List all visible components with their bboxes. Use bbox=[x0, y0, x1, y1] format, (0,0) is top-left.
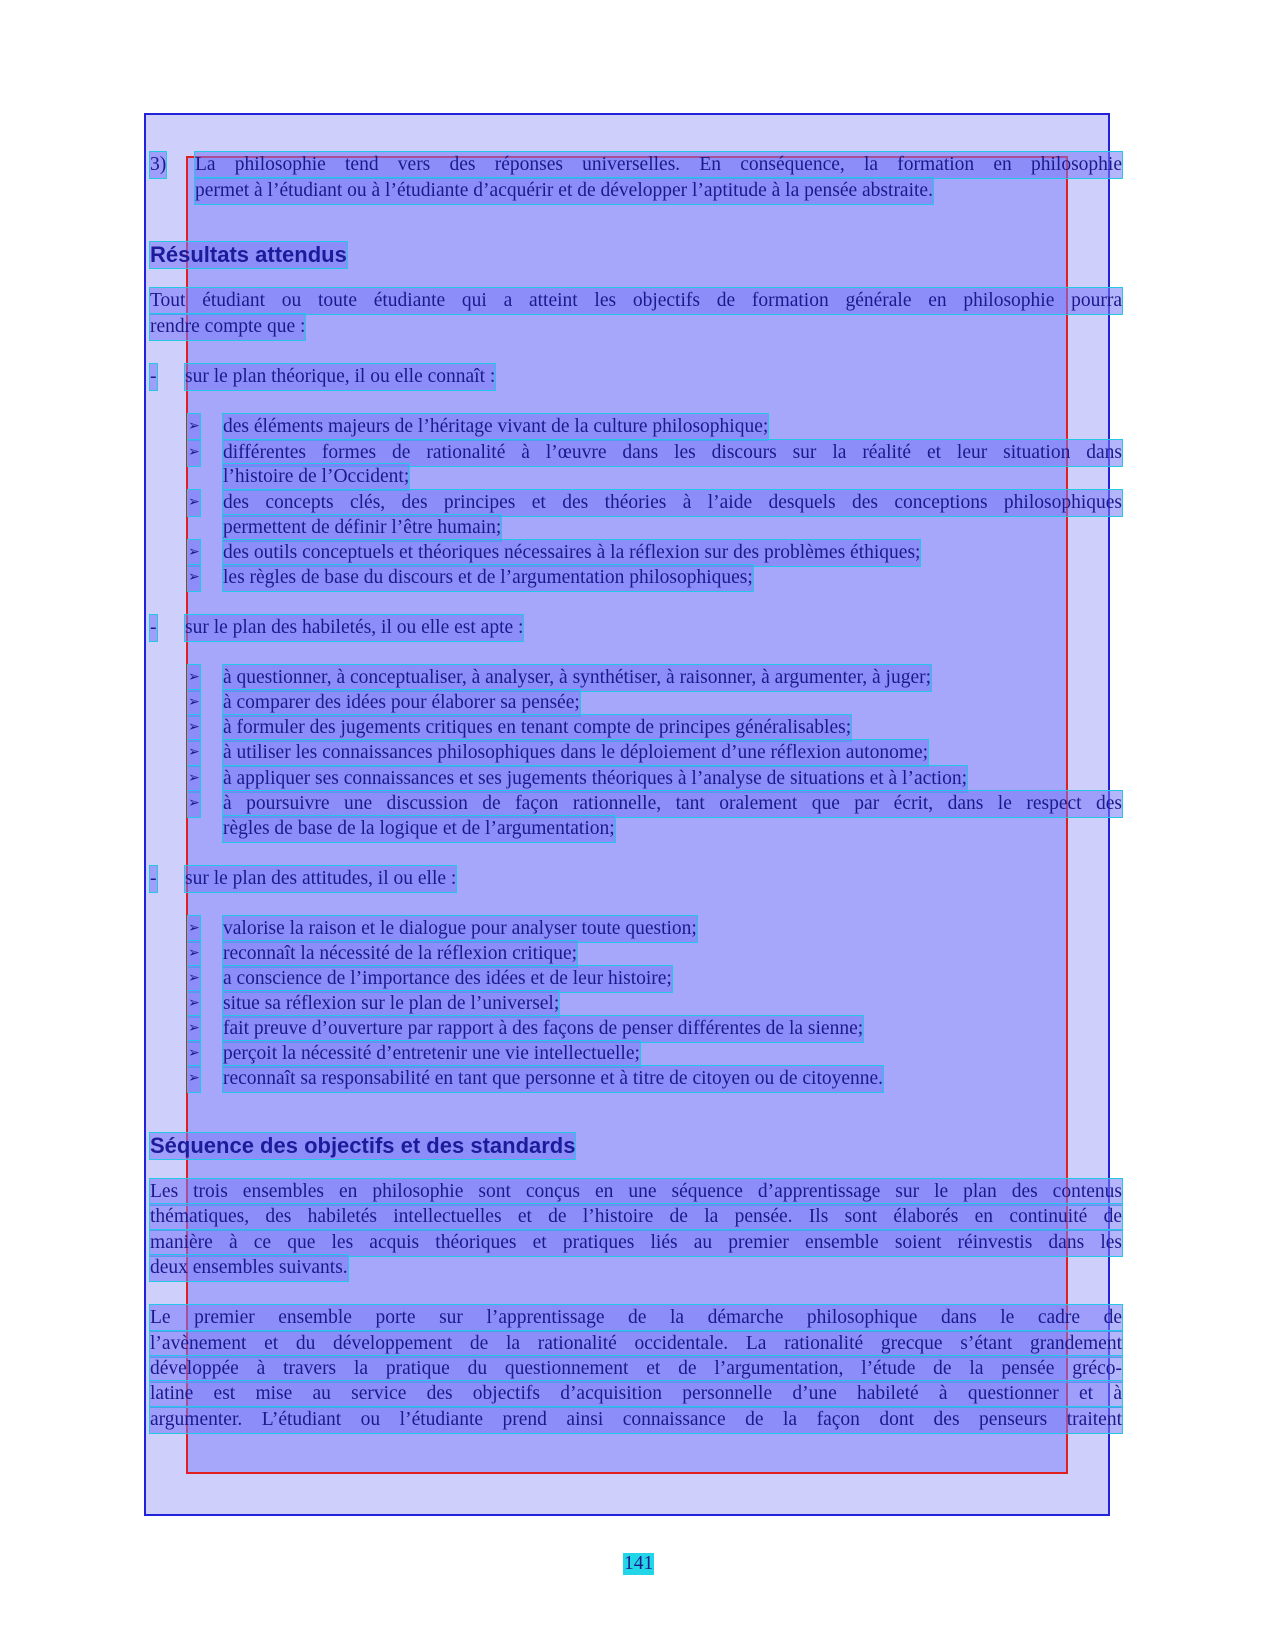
list-item: des concepts clés, des principes et des théories à l’aide desquels des conceptions philosophiques bbox=[223, 490, 1122, 516]
paragraph-line: deux ensembles suivants. bbox=[150, 1255, 348, 1281]
arrow-bullet-icon: ➢ bbox=[188, 941, 200, 967]
list-item: à utiliser les connaissances philosophiques dans le déploiement d’une réflexion autonome; bbox=[223, 740, 928, 766]
list-item: à poursuivre une discussion de façon rationnelle, tant oralement que par écrit, dans le respect des bbox=[223, 791, 1122, 817]
dash-bullet: - bbox=[150, 615, 157, 641]
text-line: rendre compte que : bbox=[150, 314, 305, 340]
list-number: 3) bbox=[150, 152, 166, 178]
arrow-bullet-icon: ➢ bbox=[188, 440, 200, 466]
arrow-bullet-icon: ➢ bbox=[188, 690, 200, 716]
section-heading: Résultats attendus bbox=[150, 242, 347, 267]
arrow-bullet-icon: ➢ bbox=[188, 966, 200, 992]
arrow-bullet-icon: ➢ bbox=[188, 740, 200, 766]
paragraph-line: latine est mise au service des objectifs d’acquisition personnelle d’une habileté à questionner et à bbox=[150, 1381, 1122, 1407]
list-item-continuation: permettent de définir l’être humain; bbox=[223, 515, 501, 541]
document-page bbox=[150, 150, 1122, 1480]
paragraph-line: Les trois ensembles en philosophie sont conçus en une séquence d’apprentissage sur le plan des contenus bbox=[150, 1179, 1122, 1205]
list-item-continuation: l’histoire de l’Occident; bbox=[223, 464, 409, 490]
list-item: à comparer des idées pour élaborer sa pensée; bbox=[223, 690, 580, 716]
list-item: des outils conceptuels et théoriques nécessaires à la réflexion sur des problèmes éthiques; bbox=[223, 540, 920, 566]
arrow-bullet-icon: ➢ bbox=[188, 766, 200, 792]
sub-list-lead: sur le plan théorique, il ou elle connaît : bbox=[185, 364, 495, 390]
arrow-bullet-icon: ➢ bbox=[188, 1066, 200, 1092]
text-line: permet à l’étudiant ou à l’étudiante d’acquérir et de développer l’aptitude à la pensée abstraite. bbox=[195, 178, 933, 204]
list-item: à formuler des jugements critiques en tenant compte de principes généralisables; bbox=[223, 715, 851, 741]
section-heading: Séquence des objectifs et des standards bbox=[150, 1133, 576, 1158]
arrow-bullet-icon: ➢ bbox=[188, 414, 200, 440]
list-item: fait preuve d’ouverture par rapport à des façons de penser différentes de la sienne; bbox=[223, 1016, 863, 1042]
arrow-bullet-icon: ➢ bbox=[188, 490, 200, 516]
list-item: les règles de base du discours et de l’argumentation philosophiques; bbox=[223, 565, 753, 591]
arrow-bullet-icon: ➢ bbox=[188, 916, 200, 942]
paragraph-line: développée à travers la pratique du questionnement et de l’argumentation, l’étude de la pensée gréco- bbox=[150, 1356, 1122, 1382]
paragraph-line: l’avènement et du développement de la rationalité occidentale. La rationalité grecque s’étant grandement bbox=[150, 1331, 1122, 1357]
list-item: a conscience de l’importance des idées et de leur histoire; bbox=[223, 966, 672, 992]
list-item: différentes formes de rationalité à l’œuvre dans les discours sur la réalité et leur situation dans bbox=[223, 440, 1122, 466]
list-item: des éléments majeurs de l’héritage vivant de la culture philosophique; bbox=[223, 414, 768, 440]
arrow-bullet-icon: ➢ bbox=[188, 540, 200, 566]
arrow-bullet-icon: ➢ bbox=[188, 565, 200, 591]
list-item: perçoit la nécessité d’entretenir une vie intellectuelle; bbox=[223, 1041, 640, 1067]
arrow-bullet-icon: ➢ bbox=[188, 665, 200, 691]
arrow-bullet-icon: ➢ bbox=[188, 715, 200, 741]
text-line: Tout étudiant ou toute étudiante qui a atteint les objectifs de formation générale en philosophie pourra bbox=[150, 288, 1122, 314]
arrow-bullet-icon: ➢ bbox=[188, 991, 200, 1017]
list-item: valorise la raison et le dialogue pour analyser toute question; bbox=[223, 916, 697, 942]
arrow-bullet-icon: ➢ bbox=[188, 791, 200, 817]
list-item: reconnaît sa responsabilité en tant que personne et à titre de citoyen ou de citoyenne. bbox=[223, 1066, 883, 1092]
list-item: situe sa réflexion sur le plan de l’universel; bbox=[223, 991, 559, 1017]
paragraph-line: manière à ce que les acquis théoriques et pratiques liés au premier ensemble soient réinvestis dans les bbox=[150, 1230, 1122, 1256]
arrow-bullet-icon: ➢ bbox=[188, 1041, 200, 1067]
paragraph-line: thématiques, des habiletés intellectuelles et de l’histoire de la pensée. Ils sont élaborés en continuité de bbox=[150, 1204, 1122, 1230]
list-item: à appliquer ses connaissances et ses jugements théoriques à l’analyse de situations et à l’action; bbox=[223, 766, 967, 792]
paragraph-line: Le premier ensemble porte sur l’apprentissage de la démarche philosophique dans le cadre de bbox=[150, 1305, 1122, 1331]
paragraph-line: argumenter. L’étudiant ou l’étudiante prend ainsi connaissance de la façon dont des penseurs traitent bbox=[150, 1407, 1122, 1433]
text-line: La philosophie tend vers des réponses universelles. En conséquence, la formation en philosophie bbox=[195, 152, 1122, 178]
arrow-bullet-icon: ➢ bbox=[188, 1016, 200, 1042]
page-number: 141 bbox=[624, 1553, 654, 1574]
sub-list-lead: sur le plan des habiletés, il ou elle est apte : bbox=[185, 615, 523, 641]
dash-bullet: - bbox=[150, 364, 157, 390]
list-item-continuation: règles de base de la logique et de l’argumentation; bbox=[223, 816, 615, 842]
list-item: à questionner, à conceptualiser, à analyser, à synthétiser, à raisonner, à argumenter, à juger; bbox=[223, 665, 931, 691]
dash-bullet: - bbox=[150, 866, 157, 892]
sub-list-lead: sur le plan des attitudes, il ou elle : bbox=[185, 866, 456, 892]
list-item: reconnaît la nécessité de la réflexion critique; bbox=[223, 941, 577, 967]
